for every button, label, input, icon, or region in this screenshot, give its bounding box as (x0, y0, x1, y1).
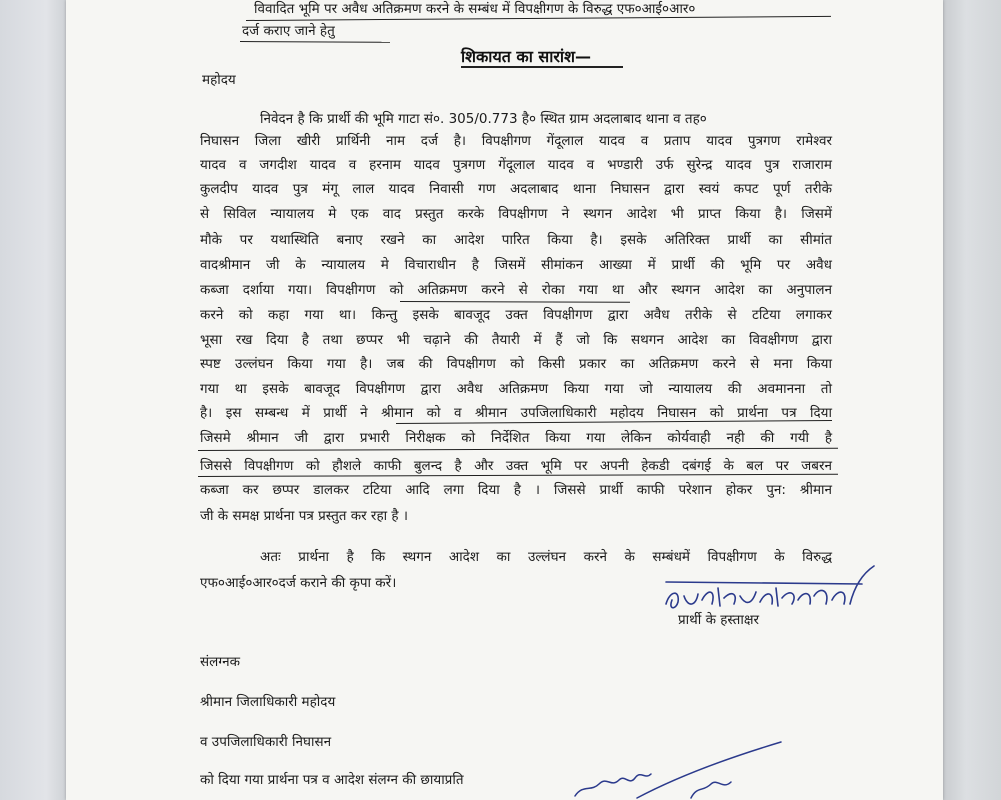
body-line: जी के समक्ष प्रार्थना पत्र प्रस्तुत कर रहा है । (200, 508, 408, 524)
salutation: महोदय (202, 72, 236, 88)
title-underline (461, 66, 623, 68)
body-line: भूसा रख दिया है तथा छप्पर भी चढ़ाने की तैयारी में हैं जो कि सथगन आदेश का विवक्षीगण द्वारा (200, 332, 832, 348)
enclosure-line: श्रीमान जिलाधिकारी महोदय (200, 694, 336, 710)
body-line: निघासन जिला खीरी प्रार्थिनी नाम दर्ज है। विपक्षीगण गेंदूलाल यादव व प्रताप यादव पुत्रगण रामेश्वर (200, 133, 832, 149)
body-line: यादव व जगदीश यादव व हरनाम यादव पुत्रगण गेंदूलाल यादव व भण्डारी उर्फ सुरेन्द्र यादव पुत्र राजाराम (200, 157, 832, 173)
subject-underline-2 (240, 41, 390, 43)
body-line: करने को कहा गया था। किन्तु इसके बावजूद उक्त विपक्षीगण द्वारा अवैध तरीके से टटिया लगाकर (200, 307, 832, 323)
signature-caption: प्रार्थी के हस्ताक्षर (678, 612, 760, 628)
scan-margin-left (0, 0, 66, 800)
body-line: जिससे विपक्षीगण को हौशले काफी बुलन्द है और उक्त भूमि पर अपनी हेकडी दबंगई के बल पर जबरन (200, 458, 832, 474)
handwritten-signature (662, 560, 882, 620)
body-line: मौके पर यथास्थिति बनाए रखने का आदेश पारित किया है। इसके अतिरिक्त प्रार्थी का सीमांत (200, 232, 832, 248)
complaint-letter-page (66, 0, 943, 800)
document-title: शिकायत का सारांश— (461, 47, 591, 66)
enclosure-line: व उपजिलाधिकारी निघासन (200, 734, 332, 750)
enclosure-line: को दिया गया प्रार्थना पत्र व आदेश संलग्न की छायाप्रति (200, 772, 464, 788)
enclosure-heading: संलग्नक (200, 654, 240, 670)
prayer-line: अतः प्रार्थना है कि स्थगन आदेश का उल्लंघन करने के सम्बंधमें विपक्षीगण के विरुद्ध (260, 549, 832, 565)
scan-margin-right (943, 0, 1001, 800)
subject-line-1: विवादित भूमि पर अवैध अतिक्रमण करने के सम्बंध में विपक्षीगण के विरुद्ध एफ०आई०आर० (254, 1, 696, 17)
body-line: से सिविल न्यायालय मे एक वाद प्रस्तुत करके विपक्षीगण ने स्थगन आदेश भी प्राप्त किया है। जिसमें (200, 206, 832, 222)
pen-underline (400, 301, 630, 303)
body-line: है। इस सम्बन्ध में प्रार्थी ने श्रीमान को व श्रीमान उपजिलाधिकारी महोदय निघासन को प्रार्थना पत्र दिया (200, 405, 832, 421)
subject-line-2: दर्ज कराए जाने हेतु (242, 23, 335, 39)
body-line: कुलदीप यादव पुत्र मंगू लाल यादव निवासी गण अदलाबाद थाना निघासन द्वारा स्वयं कपट पूर्ण तरीके (200, 181, 832, 197)
body-line: स्पष्ट उल्लंघन किया गया है। जब की विपक्षीगण को किसी प्रकार का अतिक्रमण करने से मना किया (200, 356, 832, 372)
body-line: कब्जा दर्शाया गया। विपक्षीगण को अतिक्रमण करने से रोका गया था और स्थगन आदेश का अनुपालन (200, 282, 832, 298)
body-line: जिसमे श्रीमान जी द्वारा प्रभारी निरीक्षक को निर्देशित किया गया लेकिन कोर्यवाही नही की गयी है (200, 430, 832, 446)
body-line: गया था इसके बावजूद विपक्षीगण द्वारा अवैध अतिक्रमण किया गया जो न्यायालय की अवमानना तो (200, 381, 832, 397)
body-line: निवेदन है कि प्रार्थी की भूमि गाटा सं०. 305/0.773 है० स्थित ग्राम अदलाबाद थाना व तह० (260, 111, 707, 127)
body-line: कब्जा कर छप्पर डालकर टटिया आदि लगा दिया है । जिससे प्रार्थी काफी परेशान होकर पुन: श्रीमान (200, 482, 832, 498)
prayer-line: एफ०आई०आर०दर्ज कराने की कृपा करें। (200, 575, 397, 591)
body-line: वादश्रीमान जी के न्यायालय मे विचाराधीन है जिसमें सीमांकन आख्या में प्रार्थी की भूमि पर अवैध (200, 257, 832, 273)
handwritten-receipt-mark (571, 740, 791, 800)
pen-underline (198, 474, 838, 478)
pen-underline (198, 448, 838, 452)
